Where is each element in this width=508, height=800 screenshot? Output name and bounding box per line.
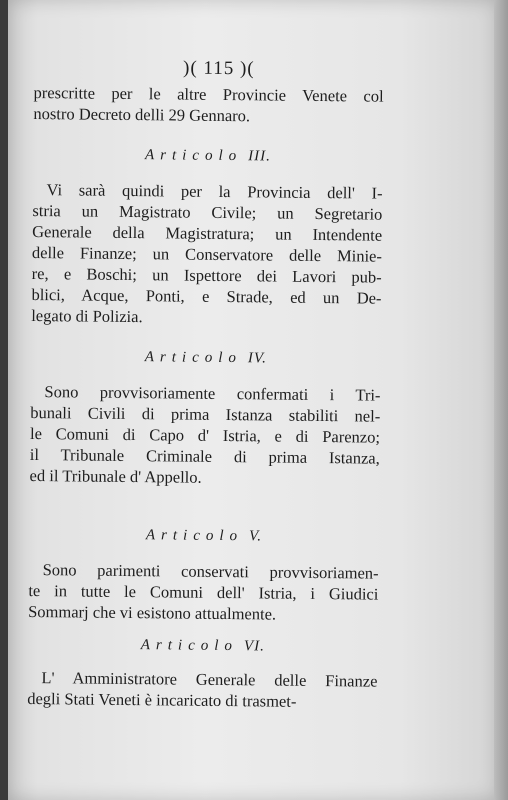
text-line: ed il Tribunale d' Appello. [29, 465, 202, 487]
text-line: nostro Decreto delli 29 Gennaro. [33, 103, 251, 126]
text-line: Sono provvisoriamente confermati i Tri- [44, 382, 381, 405]
article-body-vi [27, 667, 377, 713]
text-line: prescritte per le altre Provincie Venete col [33, 82, 384, 106]
text-line: re, e Boschi; un Ispettore dei Lavori pub- [31, 263, 382, 287]
article-word: Articolo [145, 527, 244, 545]
adjacent-page-edge [494, 0, 508, 800]
text-line: legato di Polizia. [31, 305, 143, 327]
text-line: Generale della Magistratura; un Intendente [32, 221, 383, 245]
text-line: Sommarj che vi esistono attualmente. [28, 601, 277, 624]
article-heading-iv [31, 348, 381, 369]
article-heading-v [29, 526, 379, 547]
text-line: le Comuni di Capo d' Istria, e di Parenzo; [29, 423, 381, 447]
article-word: Articolo [144, 147, 243, 165]
text-line: delle Finanze; un Conservatore delle Minie- [31, 242, 383, 266]
article-body-v [28, 559, 379, 626]
text-line: Vi sarà quindi per la Provincia dell' I- [46, 180, 383, 203]
text-line: blici, Acque, Ponti, e Strade, ed un De- [31, 284, 382, 308]
intro-paragraph [33, 82, 383, 128]
text-line: degli Stati Veneti è incaricato di trasmet- [27, 688, 297, 711]
text-line: bunali Civili di prima Istanza stabiliti nel- [30, 402, 381, 426]
article-numeral: IV. [247, 350, 268, 367]
text-line: Sono parimenti conservati provvisoriamen- [42, 560, 379, 583]
text-line: stria un Magistrato Civile; un Segretario [32, 200, 383, 224]
article-word: Articolo [144, 349, 243, 367]
paper-sheet [8, 0, 498, 800]
article-numeral: III. [248, 148, 271, 165]
page-content [27, 56, 384, 713]
article-numeral: VI. [243, 638, 265, 655]
article-body-iii [31, 179, 383, 330]
text-line: L' Amministratore Generale delle Finanze [41, 668, 378, 691]
article-body-iv [29, 381, 380, 490]
text-line: il Tribunale Criminale di prima Istanza, [29, 444, 380, 468]
article-heading-iii [33, 146, 383, 167]
page-number: )( 115 )( [182, 57, 255, 80]
text-line: te in tutte le Comuni dell' Istria, i Giudici [28, 580, 379, 604]
article-numeral: V. [248, 528, 263, 545]
article-word: Articolo [140, 637, 239, 655]
article-heading-vi [28, 636, 378, 657]
